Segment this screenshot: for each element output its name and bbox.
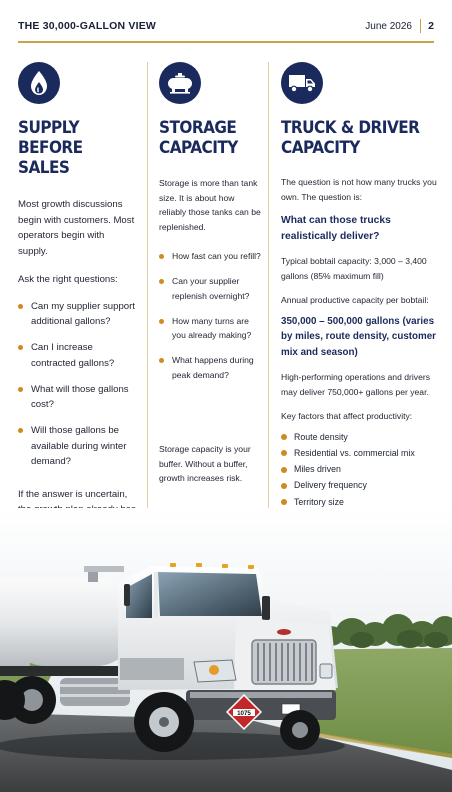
flame-icon <box>18 62 60 104</box>
list-item-text: Residential vs. commercial mix <box>294 447 415 458</box>
column-outro: Storage capacity is your buffer. Without a buffer, growth increases risk. <box>159 444 251 483</box>
list-item-text: What happens during peak demand? <box>172 355 254 380</box>
header-rule <box>18 41 434 43</box>
storage-column <box>159 62 263 483</box>
supply-column <box>18 62 136 533</box>
propane-truck-photo <box>0 508 452 792</box>
bullet-dot <box>18 345 23 350</box>
list-item-text: Will those gallons be available during winter demand? <box>31 425 127 467</box>
list-item <box>159 353 263 382</box>
list-item-text: Can your supplier replenish overnight? <box>172 276 250 301</box>
list-item <box>159 274 263 303</box>
list-item-text: Can I increase contracted gallons? <box>31 342 115 369</box>
bobtail-capacity: Typical bobtail capacity: 3,000 – 3,400 gallons (85% maximum fill) <box>281 256 427 281</box>
list-item <box>159 314 263 343</box>
list-item <box>281 478 439 493</box>
column-outro: If the answer is uncertain, <box>18 488 128 500</box>
bullet-dot <box>159 358 164 363</box>
list-item-text: Territory size <box>294 496 344 507</box>
bullet-dot <box>281 499 287 505</box>
key-question: What can those trucks realistically deliver? <box>281 215 391 242</box>
list-item <box>18 382 136 413</box>
header-separator <box>420 19 422 33</box>
publication-title: THE 30,000-GALLON VIEW <box>18 20 157 32</box>
annual-capacity-range: 350,000 – 500,000 gallons (varies by miles, route density, customer mix and season) <box>281 315 436 358</box>
column-intro: Most growth discussions begin with customers. Most operators begin with supply. <box>18 199 135 257</box>
bullet-dot <box>159 254 164 259</box>
column-intro: Storage is more than tank size. It is about how reliably those tanks can be replenished. <box>159 178 261 232</box>
bullet-dot <box>281 467 287 473</box>
list-item <box>18 340 136 371</box>
hazmat-placard-number: 1075 <box>237 710 251 717</box>
factors-lead: Key factors that affect productivity: <box>281 411 413 421</box>
list-item-text: Delivery frequency <box>294 480 367 491</box>
issue-date: June 2026 <box>365 21 412 32</box>
annual-capacity-lead: Annual productive capacity per bobtail: <box>281 295 429 305</box>
list-item-text: How fast can you refill? <box>172 251 261 261</box>
page-header <box>18 20 434 42</box>
list-item-text: Can my supplier support additional gallons? <box>31 300 135 327</box>
list-item <box>281 446 439 461</box>
bullet-dot <box>281 434 287 440</box>
list-item-text: How many turns are you already making? <box>172 315 252 340</box>
list-item <box>281 462 439 477</box>
column-divider <box>268 62 269 512</box>
column-divider <box>147 62 148 512</box>
bullet-dot <box>18 304 23 309</box>
list-item <box>281 495 439 510</box>
bullet-dot <box>281 450 287 456</box>
storage-questions <box>159 249 263 382</box>
page-number: 2 <box>428 20 434 32</box>
bullet-dot <box>281 483 287 489</box>
column-title: TRUCK & DRIVER CAPACITY <box>281 118 420 158</box>
bullet-dot <box>159 319 164 324</box>
column-title: STORAGE CAPACITY <box>159 118 238 158</box>
delivery-truck-icon <box>281 62 323 104</box>
bullet-dot <box>18 428 23 433</box>
questions-lead: Ask the right questions: <box>18 274 118 285</box>
list-item <box>18 299 136 330</box>
list-item <box>159 249 263 264</box>
supply-questions <box>18 299 136 470</box>
list-item-text: What will those gallons cost? <box>31 383 129 410</box>
column-title: SUPPLY BEFORE SALES <box>18 118 83 178</box>
list-item <box>18 423 136 470</box>
list-item <box>281 430 439 445</box>
column-intro: The question is not how many trucks you own. The question is: <box>281 177 437 202</box>
list-item-text: Miles driven <box>294 464 341 475</box>
bullet-dot <box>159 279 164 284</box>
storage-tank-icon <box>159 62 201 104</box>
list-item-text: Route density <box>294 431 348 442</box>
bullet-dot <box>18 387 23 392</box>
high-performance-note: High-performing operations and drivers may deliver 750,000+ gallons per year. <box>281 372 431 397</box>
